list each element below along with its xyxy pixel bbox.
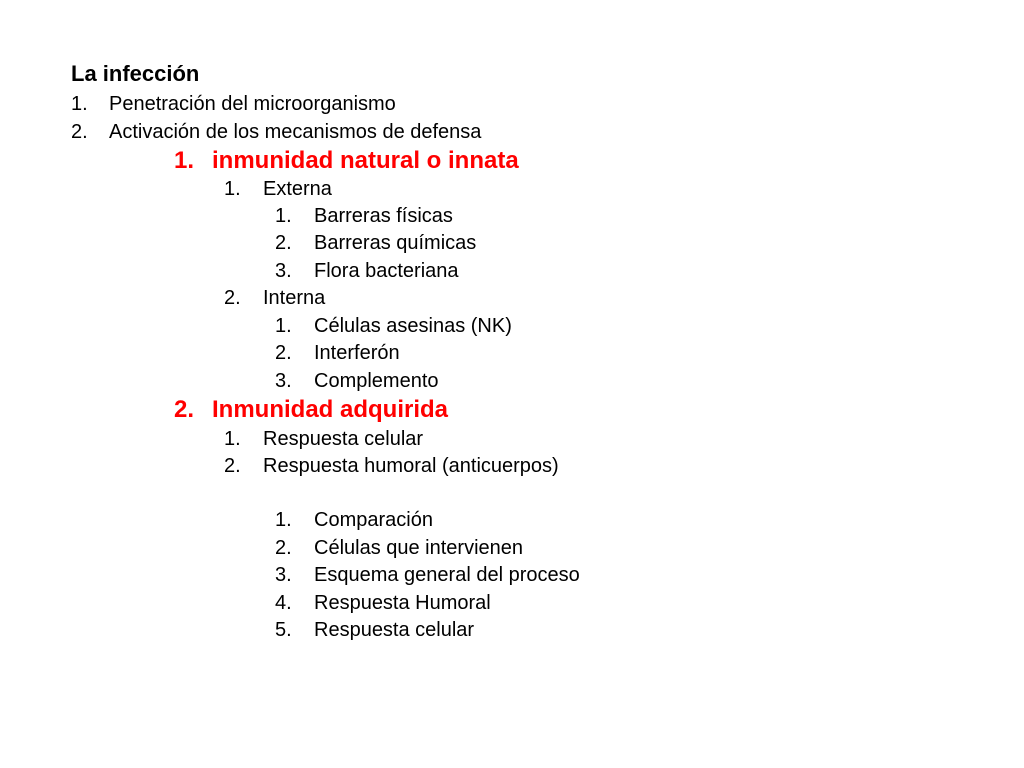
- list-number: 2.: [71, 121, 88, 143]
- list-item-barreras-quimicas: [275, 231, 476, 255]
- list-number: 2.: [275, 342, 292, 364]
- heading-inmunidad-natural: [174, 147, 519, 175]
- list-item-penetracion: [71, 92, 396, 116]
- list-number: 3.: [275, 370, 292, 392]
- list-number: 5.: [275, 619, 292, 641]
- list-text: Respuesta Humoral: [314, 592, 491, 614]
- list-number: 2.: [275, 232, 292, 254]
- list-number: 2.: [174, 396, 195, 423]
- list-item-externa: [224, 177, 332, 201]
- list-item-respuesta-celular: [224, 427, 423, 451]
- list-text: Células asesinas (NK): [314, 315, 512, 337]
- list-text: Esquema general del proceso: [314, 564, 580, 586]
- slide-title: La infección: [71, 61, 200, 86]
- list-text: Externa: [263, 178, 332, 200]
- list-item-activacion: [71, 120, 481, 144]
- list-number: 4.: [275, 592, 292, 614]
- list-number: 3.: [275, 260, 292, 282]
- list-text: Activación de los mecanismos de defensa: [109, 121, 482, 143]
- list-number: 2.: [224, 287, 241, 309]
- list-text: Respuesta humoral (anticuerpos): [263, 455, 559, 477]
- list-item-respuesta-humoral: [224, 454, 559, 478]
- list-text: inmunidad natural o innata: [212, 147, 519, 174]
- list-item-complemento: [275, 369, 439, 393]
- list-number: 1.: [71, 93, 88, 115]
- list-item-flora-bacteriana: [275, 259, 459, 283]
- list-text: Inmunidad adquirida: [212, 396, 449, 423]
- list-text: Complemento: [314, 370, 439, 392]
- list-text: Barreras físicas: [314, 205, 453, 227]
- list-item-respuesta-celular-2: [275, 618, 474, 642]
- list-item-esquema-general: [275, 563, 580, 587]
- list-text: Respuesta celular: [263, 428, 424, 450]
- list-text: Interna: [263, 287, 326, 309]
- list-number: 1.: [224, 428, 241, 450]
- list-item-celulas-intervienen: [275, 536, 523, 560]
- list-number: 1.: [224, 178, 241, 200]
- list-text: Flora bacteriana: [314, 260, 459, 282]
- list-number: 1.: [174, 147, 195, 174]
- list-text: Penetración del microorganismo: [109, 93, 396, 115]
- list-item-respuesta-humoral-2: [275, 591, 491, 615]
- list-number: 3.: [275, 564, 292, 586]
- list-item-comparacion: [275, 508, 433, 532]
- list-item-barreras-fisicas: [275, 204, 453, 228]
- list-item-interferon: [275, 341, 400, 365]
- list-text: Barreras químicas: [314, 232, 477, 254]
- list-item-interna: [224, 286, 325, 310]
- list-number: 1.: [275, 509, 292, 531]
- list-number: 2.: [224, 455, 241, 477]
- list-number: 1.: [275, 315, 292, 337]
- list-text: Comparación: [314, 509, 433, 531]
- list-text: Interferón: [314, 342, 400, 364]
- list-item-celulas-asesinas: [275, 314, 512, 338]
- list-number: 2.: [275, 537, 292, 559]
- list-text: Células que intervienen: [314, 537, 524, 559]
- list-text: Respuesta celular: [314, 619, 475, 641]
- list-number: 1.: [275, 205, 292, 227]
- heading-inmunidad-adquirida: [174, 396, 448, 424]
